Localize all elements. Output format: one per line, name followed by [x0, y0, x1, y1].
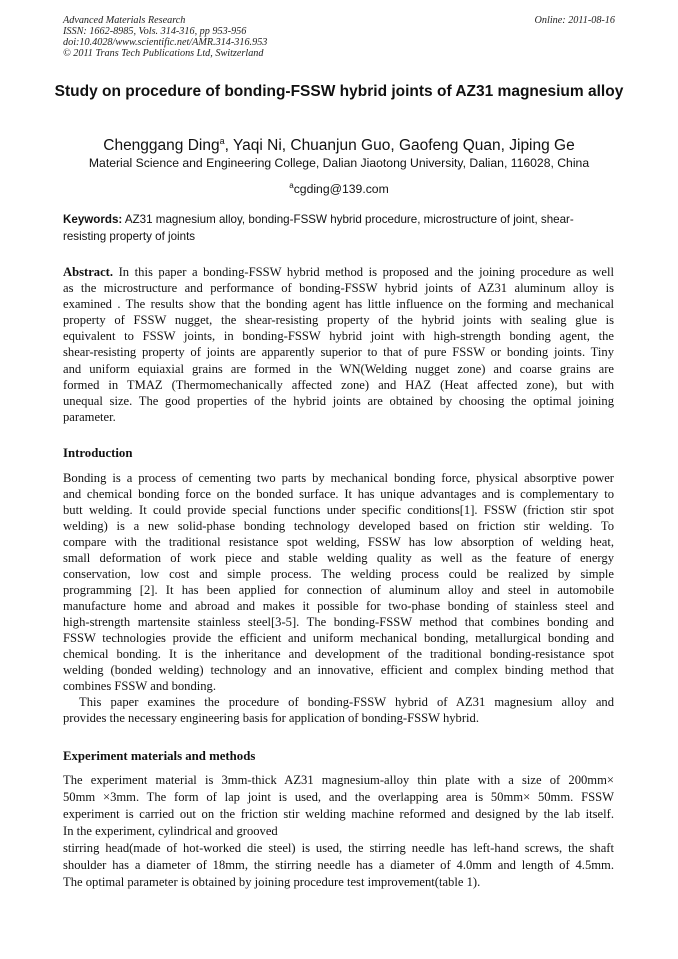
text-line — [63, 789, 614, 806]
line-text: The experiment material is 3mm-thick AZ31 magnesium-alloy thin plate with a size of 200mm× — [63, 773, 614, 787]
email-sup: a — [289, 181, 294, 190]
line-text: examined . The results show that the bonding agent has little influence on the forming and mechanical — [63, 297, 614, 312]
line-text: chemical bonding. It is the inheritance and development of the traditional bonding-resistance spot — [63, 647, 614, 661]
line-text: In this paper a bonding-FSSW hybrid method is proposed and the joining procedure as well — [113, 265, 614, 279]
line-text: combines FSSW and bonding. — [63, 679, 216, 693]
author-first: Chenggang Ding — [103, 137, 220, 155]
text-line — [63, 566, 614, 582]
line-text: Bonding is a process of cementing two parts by mechanical bonding force, physical absorptive power — [63, 471, 614, 485]
line-text: compare with the traditional resistance spot welding, FSSW has low absorption of welding heat, — [63, 535, 614, 549]
abstract — [63, 264, 614, 425]
line-text: as the microstructure and performance of bonding-FSSW hybrid joints of AZ31 aluminum alloy is — [63, 281, 614, 296]
line-text: In the experiment, cylindrical and grooved — [63, 824, 278, 838]
journal-name: Advanced Materials Research — [63, 15, 186, 26]
text-line — [63, 486, 614, 502]
text-line — [63, 678, 614, 694]
copyright: © 2011 Trans Tech Publications Ltd, Switzerland — [63, 48, 264, 59]
text-line — [63, 296, 614, 312]
line-text: The optimal parameter is obtained by joining procedure test improvement(table 1). — [63, 875, 481, 889]
text-line — [63, 806, 614, 823]
line-text: programming [2]. It has been applied for connection of aluminum alloy and steel in automobile — [63, 583, 614, 597]
issn: ISSN: 1662-8985, Vols. 314-316, pp 953-956 — [63, 26, 247, 37]
text-line — [63, 823, 614, 840]
text-line — [63, 361, 614, 377]
text-line — [63, 874, 614, 891]
line-text: 50mm ×3mm. The form of lap joint is used, and the overlapping area is 50mm× 50mm. FSSW — [63, 790, 614, 804]
introduction-body — [63, 470, 614, 726]
text-line — [63, 598, 614, 614]
affiliation: Material Science and Engineering College, Dalian Jiaotong University, Dalian, 116028, China — [88, 156, 590, 170]
author-sup: a — [219, 136, 225, 146]
line-text: formed in TMAZ (Thermomechanically affected zone) and HAZ (Heat affected zone), but with — [63, 377, 614, 392]
keywords-text: AZ31 magnesium alloy, bonding-FSSW hybrid procedure, microstructure of joint, shear-resisting property of joints — [63, 213, 574, 243]
keywords — [63, 211, 614, 245]
text-line — [63, 840, 614, 857]
line-text: parameter. — [63, 409, 116, 424]
text-line — [63, 502, 614, 518]
email — [0, 178, 678, 197]
line-text: This paper examines the procedure of bonding-FSSW hybrid of AZ31 magnesium alloy and — [79, 695, 614, 709]
text-line — [63, 518, 614, 534]
methods-body — [63, 772, 614, 891]
text-line — [63, 312, 614, 328]
authors — [0, 131, 678, 156]
text-line — [63, 772, 614, 789]
line-text: conservation, low cost and simple process. The welding process could be realized by simple — [63, 567, 614, 581]
line-text: FSSW technologies provide the efficient and uniform mechanical bonding, metallurgical bonding and — [63, 631, 614, 645]
text-line — [63, 377, 614, 393]
line-text: experiment is carried out on the friction stir welding machine reformed and designed by the lab itself. — [63, 807, 614, 821]
text-line — [63, 582, 614, 598]
line-text: provides the necessary engineering basis for application of bonding-FSSW hybrid. — [63, 711, 479, 725]
text-line — [63, 646, 614, 662]
line-text: shoulder has a diameter of 18mm, the stirring needle has a diameter of 4.0mm and length of 4.5mm. — [63, 858, 614, 872]
line-text: manufacture home and abroad and makes it possible for two-phase bonding of stainless steel and — [63, 599, 614, 613]
text-line — [63, 534, 614, 550]
introduction-heading: Introduction — [63, 446, 133, 460]
line-text: unequal size. The good properties of the hybrid joints are obtained by choosing the optimal joining — [63, 393, 614, 408]
paper-title: Study on procedure of bonding-FSSW hybrid joints of AZ31 magnesium alloy — [54, 83, 624, 100]
methods-heading: Experiment materials and methods — [63, 749, 256, 763]
author-rest: , Yaqi Ni, Chuanjun Guo, Gaofeng Quan, Jiping Ge — [224, 137, 575, 155]
line-text: and chemical bonding force on the bonded surface. It has unique advantages and is complementary to — [63, 487, 614, 501]
doi: doi:10.4028/www.scientific.net/AMR.314-316.953 — [63, 37, 268, 48]
text-line — [63, 857, 614, 874]
line-text: butt welding. It could provide special functions under specific conditions[1]. FSSW (friction stir spot — [63, 503, 614, 517]
text-line — [63, 662, 614, 678]
keywords-label: Keywords: — [63, 213, 123, 226]
line-text: stirring head(made of hot-worked die steel) is used, the stirring needle has left-hand screws, the shaft — [63, 841, 614, 855]
line-text: property of FSSW nugget, the shear-resisting property of the hybrid joints with sealing glue is — [63, 313, 614, 328]
text-line — [63, 614, 614, 630]
line-text: and uniform equiaxial grains are formed in the WN(Welding nugget zone) and coarse grains are — [63, 361, 614, 376]
text-line — [63, 328, 614, 344]
text-line — [63, 470, 614, 486]
text-line — [63, 393, 614, 409]
text-line — [63, 710, 614, 726]
line-text: welding (bonded welding) technology and an innovative, efficient and complex binding method that — [63, 663, 614, 677]
text-line — [63, 344, 614, 360]
journal-header — [63, 15, 267, 59]
online-date: Online: 2011-08-16 — [534, 15, 615, 26]
text-line — [63, 694, 614, 710]
text-line — [63, 409, 614, 425]
text-line — [63, 280, 614, 296]
email-address: cgding@139.com — [293, 182, 389, 197]
line-text: small deformation of work piece and stable welding quality as well as the feature of energy — [63, 551, 614, 565]
line-text: equivalent to FSSW joints, in bonding-FSSW hybrid joint with high-strength bonding agent, the — [63, 329, 614, 344]
line-text: shear-resisting property of joints are apparently superior to that of pure FSSW or bonding joints. Tiny — [63, 345, 614, 360]
text-line — [63, 630, 614, 646]
text-line — [63, 264, 614, 280]
line-text: high-strength martensite stainless steel[3-5]. The bonding-FSSW method that combines bonding and — [63, 615, 614, 629]
text-line — [63, 550, 614, 566]
line-text: welding) is a new solid-phase bonding technology developed based on friction stir welding. To — [63, 519, 614, 533]
abstract-label: Abstract. — [63, 265, 114, 279]
